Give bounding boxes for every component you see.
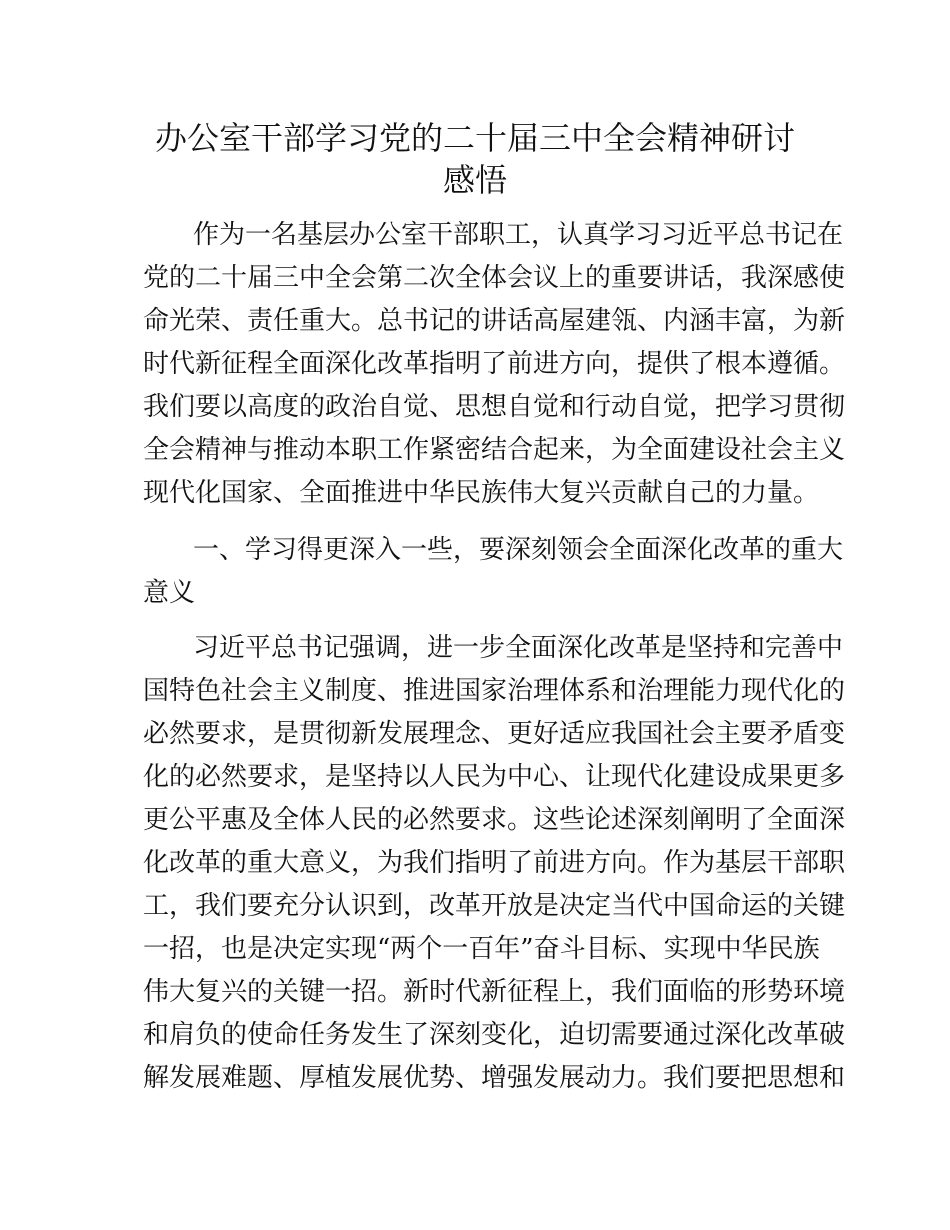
- paragraph-line: 习近平总书记强调，进一步全面深化改革是坚持和完善中: [193, 633, 844, 663]
- paragraph-line: 解发展难题、厚植发展优势、增强发展动力。我们要把思想和: [143, 1063, 846, 1093]
- heading-line: 一、学习得更深入一些，要深刻领会全面深化改革的重大: [193, 535, 844, 565]
- paragraph-line: 作为一名基层办公室干部职工，认真学习习近平总书记在: [193, 220, 844, 250]
- paragraph-line: 工，我们要充分认识到，改革开放是决定当代中国命运的关键: [143, 891, 846, 921]
- document-title-line-1: 办公室干部学习党的二十届三中全会精神研讨: [154, 119, 795, 157]
- paragraph-line: 化的必然要求，是坚持以人民为中心、让现代化建设成果更多: [143, 762, 846, 792]
- paragraph-line: 必然要求，是贯彻新发展理念、更好适应我国社会主要矛盾变: [143, 719, 846, 749]
- paragraph-line: 一招，也是决定实现“两个一百年”奋斗目标、实现中华民族: [143, 934, 820, 964]
- paragraph-line: 现代化国家、全面推进中华民族伟大复兴贡献自己的力量。: [143, 478, 820, 508]
- paragraph-line: 国特色社会主义制度、推进国家治理体系和治理能力现代化的: [143, 676, 846, 706]
- paragraph-line: 我们要以高度的政治自觉、思想自觉和行动自觉，把学习贯彻: [143, 392, 846, 422]
- paragraph-line: 更公平惠及全体人民的必然要求。这些论述深刻阐明了全面深: [143, 805, 846, 835]
- heading-line: 意义: [143, 578, 196, 608]
- paragraph-line: 和肩负的使命任务发生了深刻变化，迫切需要通过深化改革破: [143, 1020, 846, 1050]
- paragraph-line: 党的二十届三中全会第二次全体会议上的重要讲话，我深感使: [143, 263, 846, 293]
- paragraph-line: 伟大复兴的关键一招。新时代新征程上，我们面临的形势环境: [143, 977, 846, 1007]
- document-title-line-2: 感悟: [442, 161, 507, 199]
- paragraph-line: 时代新征程全面深化改革指明了前进方向，提供了根本遵循。: [143, 349, 846, 379]
- paragraph-line: 化改革的重大意义，为我们指明了前进方向。作为基层干部职: [143, 848, 846, 878]
- paragraph-line: 命光荣、责任重大。总书记的讲话高屋建瓴、内涵丰富，为新: [143, 306, 846, 336]
- paragraph-line: 全会精神与推动本职工作紧密结合起来，为全面建设社会主义: [143, 435, 846, 465]
